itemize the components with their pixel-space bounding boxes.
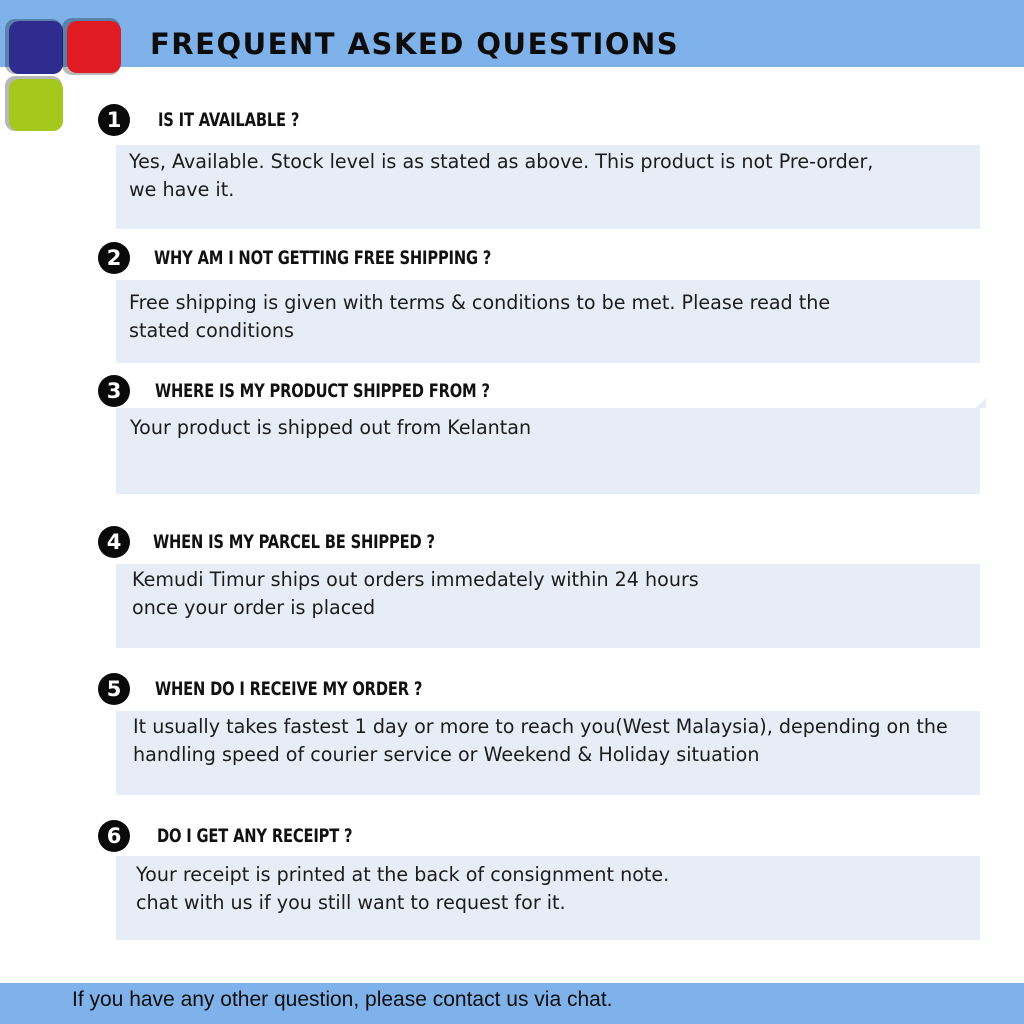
faq-question: DO I GET ANY RECEIPT ? [157, 825, 353, 847]
faq-answer: Yes, Available. Stock level is as stated as above. This product is not Pre-order, we have it. [129, 150, 874, 201]
page-title: FREQUENT ASKED QUESTIONS [150, 27, 680, 61]
faq-answer: It usually takes fastest 1 day or more to reach you(West Malaysia), depending on the handling speed of courier service or Weekend & Holiday situation [133, 715, 948, 766]
faq-answer: Your receipt is printed at the back of consignment note. chat with us if you still want to request for it. [136, 863, 670, 914]
faq-question-row [98, 819, 384, 853]
logo-green-square [9, 79, 63, 131]
footer-contact-note: If you have any other question, please contact us via chat. [72, 988, 613, 1011]
number-4-icon: 4 [98, 526, 130, 558]
number-6-icon: 6 [98, 820, 130, 852]
faq-answer: Free shipping is given with terms & conditions to be met. Please read the stated conditions [129, 291, 831, 342]
number-2-icon: 2 [98, 242, 130, 274]
faq-answer: Kemudi Timur ships out orders immedately within 24 hours once your order is placed [132, 568, 699, 619]
faq-question-row [98, 525, 481, 559]
faq-question: IS IT AVAILABLE ? [158, 109, 300, 131]
faq-question-row [98, 103, 322, 137]
faq-question: WHY AM I NOT GETTING FREE SHIPPING ? [154, 247, 492, 269]
faq-question-row [98, 672, 466, 706]
number-3-icon: 3 [98, 375, 130, 407]
number-1-icon: 1 [98, 104, 130, 136]
faq-question-row [98, 374, 544, 408]
faq-question: WHERE IS MY PRODUCT SHIPPED FROM ? [155, 380, 490, 402]
logo-red-square [67, 21, 121, 73]
number-5-icon: 5 [98, 673, 130, 705]
faq-question: WHEN IS MY PARCEL BE SHIPPED ? [153, 531, 435, 553]
logo-blue-square [9, 21, 63, 74]
faq-answer: Your product is shipped out from Kelantan [130, 416, 532, 439]
faq-question: WHEN DO I RECEIVE MY ORDER ? [155, 678, 423, 700]
faq-question-row [98, 241, 546, 275]
decorative-corner [976, 398, 986, 408]
